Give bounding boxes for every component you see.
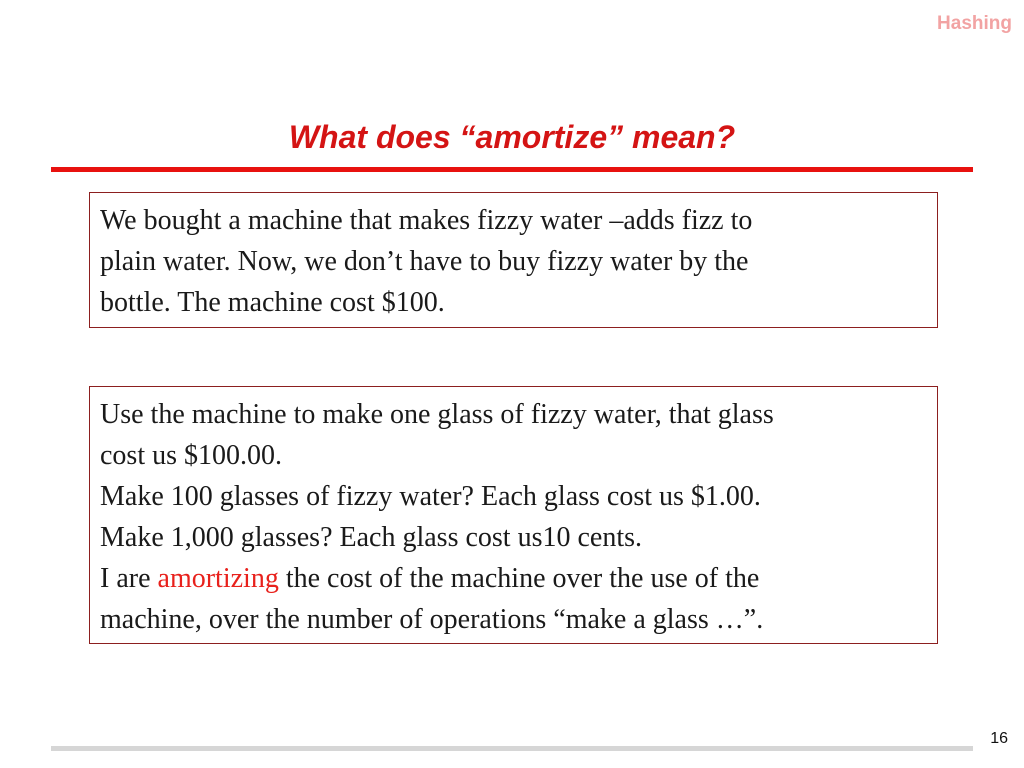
explanation-line-3: Make 100 glasses of fizzy water? Each glass cost us $1.00. bbox=[100, 481, 761, 512]
title-divider bbox=[51, 167, 973, 172]
slide-title: What does “amortize” mean? bbox=[288, 119, 736, 155]
section-tag: Hashing bbox=[937, 13, 1012, 34]
amortize-line-prefix: I are bbox=[100, 563, 158, 594]
intro-text-box bbox=[89, 192, 938, 328]
explanation-line-5 bbox=[100, 558, 927, 599]
intro-line-2: plain water. Now, we don’t have to buy fizzy water by the bbox=[100, 246, 749, 277]
explanation-text-box bbox=[89, 386, 938, 644]
explanation-line-1: Use the machine to make one glass of fizzy water, that glass bbox=[100, 399, 774, 430]
intro-line-1: We bought a machine that makes fizzy water –adds fizz to bbox=[100, 205, 753, 236]
amortizing-highlight: amortizing bbox=[157, 563, 279, 594]
page-number: 16 bbox=[990, 730, 1008, 747]
explanation-line-6: machine, over the number of operations “make a glass …”. bbox=[100, 604, 764, 635]
amortize-line-suffix: the cost of the machine over the use of the bbox=[278, 563, 760, 594]
footer-divider bbox=[51, 746, 973, 751]
explanation-line-2: cost us $100.00. bbox=[100, 440, 282, 471]
intro-line-3: bottle. The machine cost $100. bbox=[100, 287, 445, 318]
explanation-line-4: Make 1,000 glasses? Each glass cost us10 cents. bbox=[100, 522, 642, 553]
